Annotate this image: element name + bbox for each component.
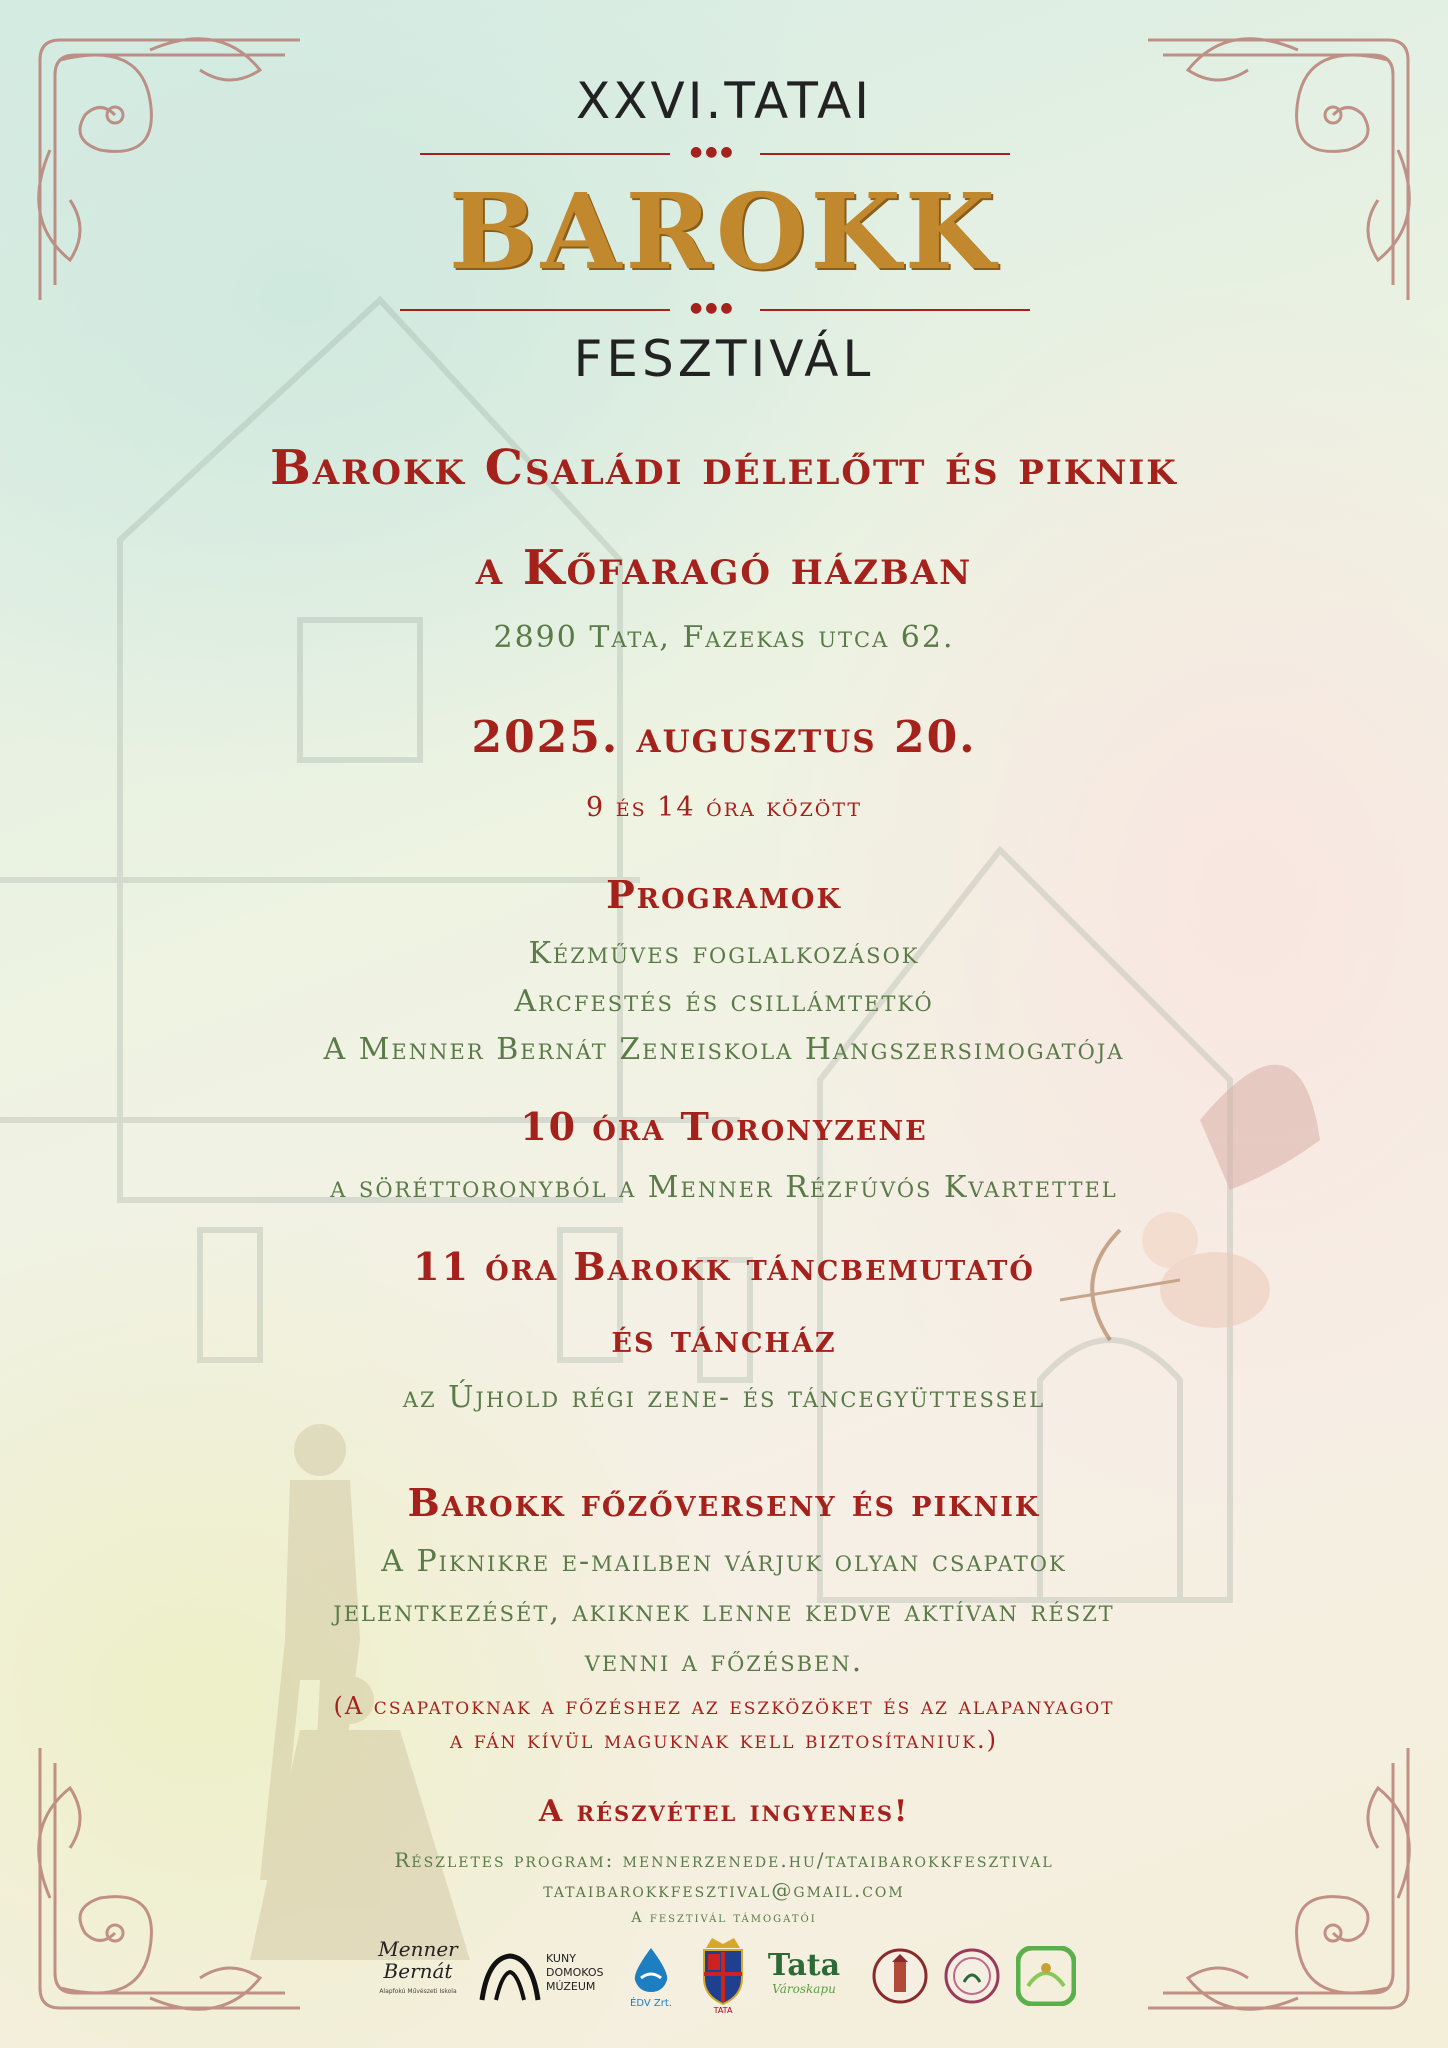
round-seal-logo-icon	[944, 1948, 1000, 2004]
kuny-museum-logo	[546, 1952, 604, 1994]
kuny-arch-icon	[478, 1952, 542, 2002]
cooking-text-line1: A Piknikre e-mailben várjuk olyan csapatok	[381, 1544, 1067, 1579]
menner-logo-sub: Alapfokú Művészeti Iskola	[379, 1988, 457, 1995]
program-item: Kézműves foglalkozások	[528, 936, 920, 971]
kuny-line2: DOMOKOS	[546, 1966, 604, 1979]
coat-of-arms-icon	[698, 1934, 748, 2008]
divider-top-dots: ●●●	[690, 144, 736, 160]
divider-top-right	[760, 153, 1010, 155]
tower-music-detail: a söréttoronyból a Menner Rézfúvós Kvartettel	[330, 1170, 1118, 1205]
event-title-line1: Barokk Családi délelőtt és piknik	[270, 440, 1178, 496]
divider-bottom-dots: ●●●	[690, 300, 736, 316]
cooking-heading: Barokk főzőverseny és piknik	[407, 1480, 1041, 1525]
green-square-logo-icon	[1016, 1946, 1076, 2006]
programs-heading: Programok	[606, 872, 842, 917]
menner-logo-line1: Menner	[378, 1937, 458, 1961]
supporters-label: A fesztivál támogatói	[631, 1910, 817, 1926]
tower-seal-logo-icon	[872, 1948, 928, 2004]
event-time: 9 és 14 óra között	[585, 792, 863, 823]
menner-logo-line2: Bernát	[383, 1959, 453, 1983]
tata-wordmark: Tata	[767, 1948, 841, 1983]
edv-drop-icon	[631, 1946, 671, 1994]
cooking-note-line2: a fán kívül maguknak kell biztosítaniuk.)	[450, 1726, 998, 1754]
program-item: A Menner Bernát Zeneiskola Hangszersimogatója	[323, 1032, 1125, 1067]
event-title-line2: a Kőfaragó házban	[475, 540, 973, 596]
sub-title: FESZTIVÁL	[573, 330, 875, 388]
kuny-line1: KUNY	[546, 1952, 576, 1965]
cooking-text-line3: venni a főzésben.	[584, 1644, 864, 1679]
kuny-line3: MÚZEUM	[546, 1980, 596, 1993]
divider-bottom-right	[760, 309, 1030, 311]
varoskapu-wordmark: Városkapu	[772, 1982, 836, 1996]
free-entry-notice: A részvétel ingyenes!	[538, 1794, 910, 1829]
tata-coat-label: TATA	[713, 2006, 733, 2015]
event-address: 2890 Tata, Fazekas utca 62.	[493, 620, 955, 655]
menner-bernat-logo	[368, 1938, 468, 2018]
dance-heading-line1: 11 óra Barokk táncbemutató	[413, 1244, 1035, 1289]
divider-bottom-left	[400, 309, 670, 311]
dance-detail: az Újhold régi zene- és táncegyüttessel	[402, 1380, 1046, 1415]
program-link[interactable]: Részletes program: mennerzenede.hu/tataibarokkfesztival	[394, 1848, 1054, 1872]
main-title: BAROKK	[448, 170, 1000, 293]
tata-varoskapu-logo	[764, 1950, 844, 1996]
edv-label: ÉDV Zrt.	[630, 1998, 672, 2009]
edition-title: XXVI.TATAI	[576, 72, 872, 130]
event-date: 2025. augusztus 20.	[471, 712, 977, 763]
supporter-logos	[368, 1930, 1098, 2030]
tata-coat-of-arms	[698, 1934, 748, 2016]
dance-heading-line2: és táncház	[611, 1316, 837, 1361]
tower-music-heading: 10 óra Toronyzene	[520, 1104, 928, 1149]
program-item: Arcfestés és csillámtetkó	[514, 984, 934, 1019]
divider-top-left	[420, 153, 670, 155]
contact-email[interactable]: tataibarokkfesztival@gmail.com	[543, 1878, 905, 1902]
edv-logo	[626, 1946, 676, 2010]
cooking-note-line1: (A csapatoknak a főzéshez az eszközöket és az alapanyagot	[333, 1692, 1115, 1720]
cooking-text-line2: jelentkezését, akiknek lenne kedve aktívan részt	[333, 1594, 1115, 1629]
